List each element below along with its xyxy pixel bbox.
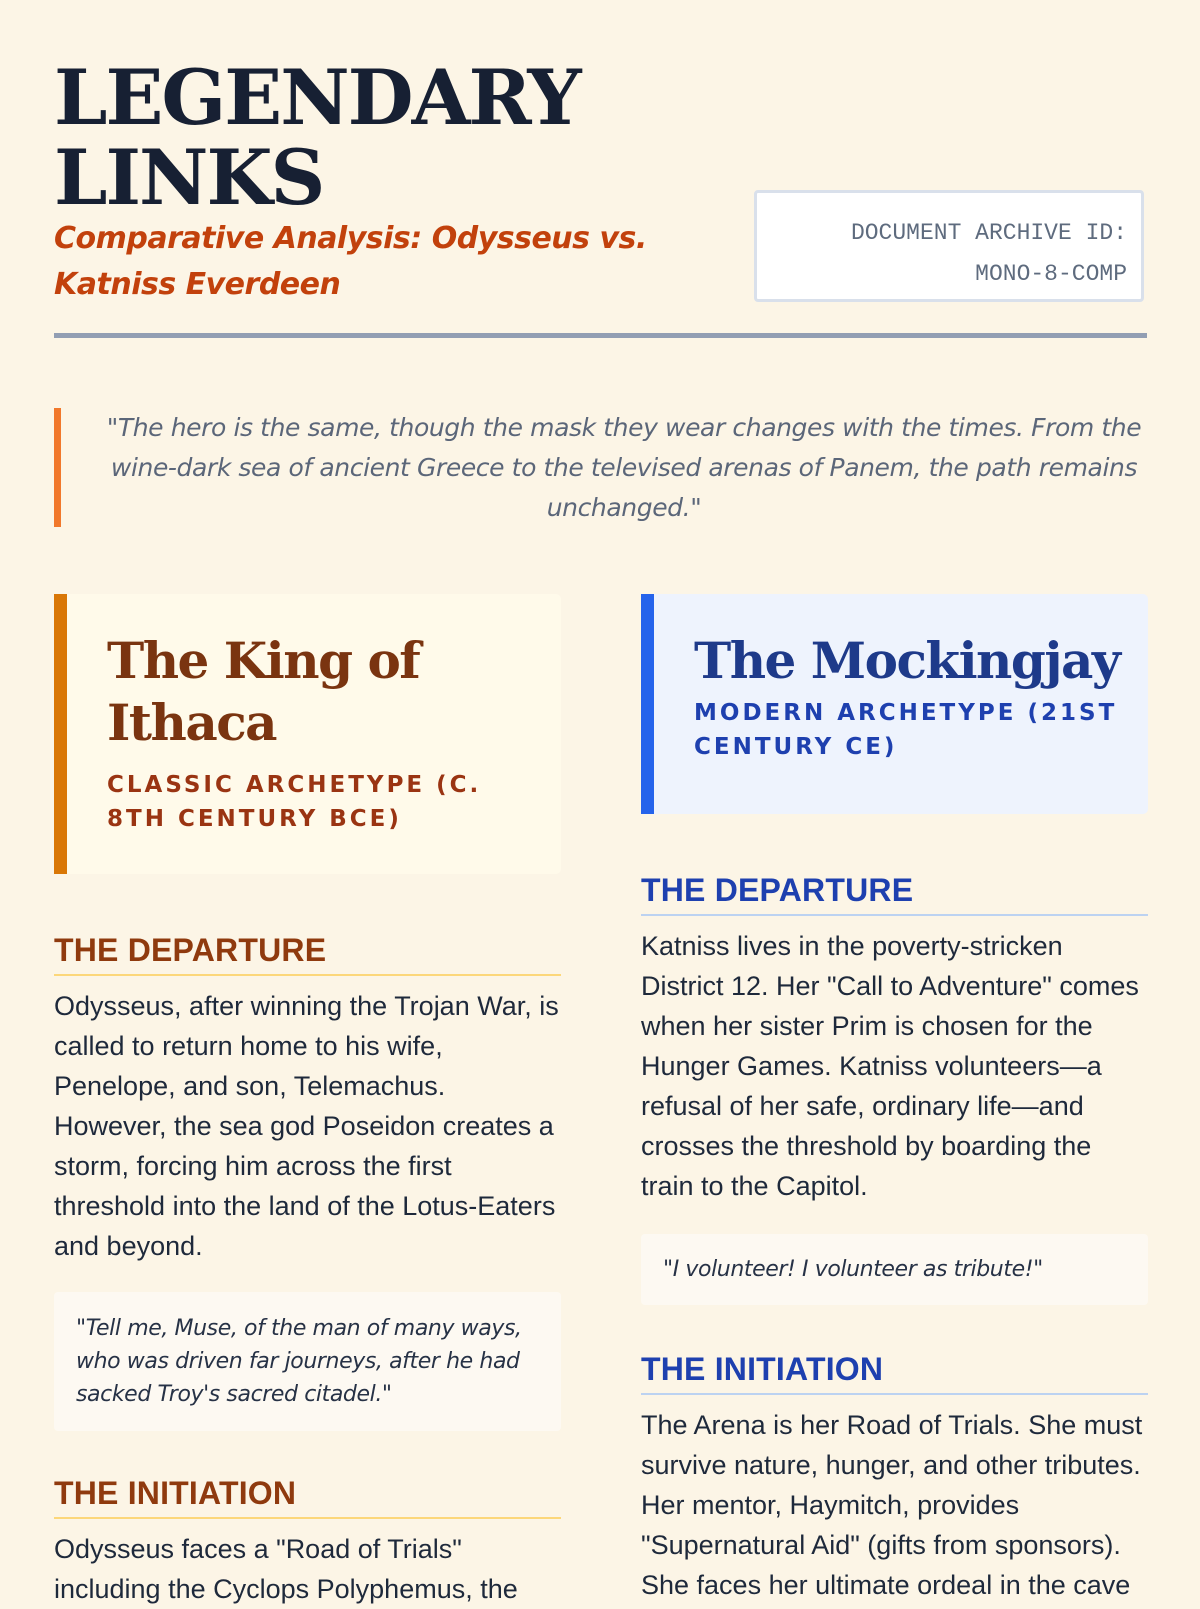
epigraph-quote: "The hero is the same, though the mask they wear changes with the times. From the wine-dark sea of ancient Greece to the televised arenas of Panem, the path remains unchanged." <box>54 408 1147 527</box>
section-heading-departure: THE DEPARTURE <box>641 870 1148 916</box>
document-page <box>54 0 1147 1604</box>
initiation-text: Odysseus faces a "Road of Trials" including the Cyclops Polyphemus, the <box>54 1534 518 1604</box>
hero-card-odysseus <box>54 594 561 874</box>
page-subtitle: Comparative Analysis: Odysseus vs. Katniss Everdeen <box>54 221 647 302</box>
page-title <box>54 53 694 222</box>
archive-id-box <box>754 190 1144 302</box>
archive-id: MONO-8-COMP <box>975 261 1127 287</box>
archive-label: DOCUMENT ARCHIVE ID: <box>850 220 1127 246</box>
section-heading-departure: THE DEPARTURE <box>54 930 561 976</box>
column-odysseus <box>54 594 561 1609</box>
title-line-2: LINKS <box>54 133 324 222</box>
initiation-text: The Arena is her Road of Trials. She must survive nature, hunger, and other tributes. Her mentor, Haymitch, provides "Supernatural Aid" (gifts from sponsors). She faces her ultimate ordeal in the cave <box>641 1410 1143 1600</box>
title-line-1: LEGENDARY <box>54 53 580 142</box>
departure-quote: "Tell me, Muse, of the man of many ways, who was driven far journeys, after he had sacked Troy's sacred citadel." <box>54 1292 561 1431</box>
hero-card-katniss <box>641 594 1148 814</box>
hero-name: The Mockingjay <box>694 631 1120 690</box>
column-katniss <box>641 594 1148 1605</box>
departure-text: Katniss lives in the poverty-stricken District 12. Her "Call to Adventure" comes when her sister Prim is chosen for the Hunger Games. Katniss volunteers—a refusal of her safe, ordinary life—and crosses the threshold by boarding the train to the Capitol. <box>641 931 1139 1201</box>
departure-quote: "I volunteer! I volunteer as tribute!" <box>641 1234 1148 1305</box>
section-heading-initiation: THE INITIATION <box>54 1473 561 1519</box>
departure-text: Odysseus, after winning the Trojan War, is called to return home to his wife, Penelope, and son, Telemachus. However, the sea god Poseidon creates a storm, forcing him across the first threshold into the land of the Lotus-Eaters and beyond. <box>54 991 559 1261</box>
hero-name: The King of Ithaca <box>107 631 420 752</box>
section-heading-initiation: THE INITIATION <box>641 1349 1148 1395</box>
header-divider <box>54 333 1147 338</box>
hero-era: CLASSIC ARCHETYPE (C. 8TH CENTURY BCE) <box>107 772 482 832</box>
hero-era: MODERN ARCHETYPE (21ST CENTURY CE) <box>694 700 1118 760</box>
